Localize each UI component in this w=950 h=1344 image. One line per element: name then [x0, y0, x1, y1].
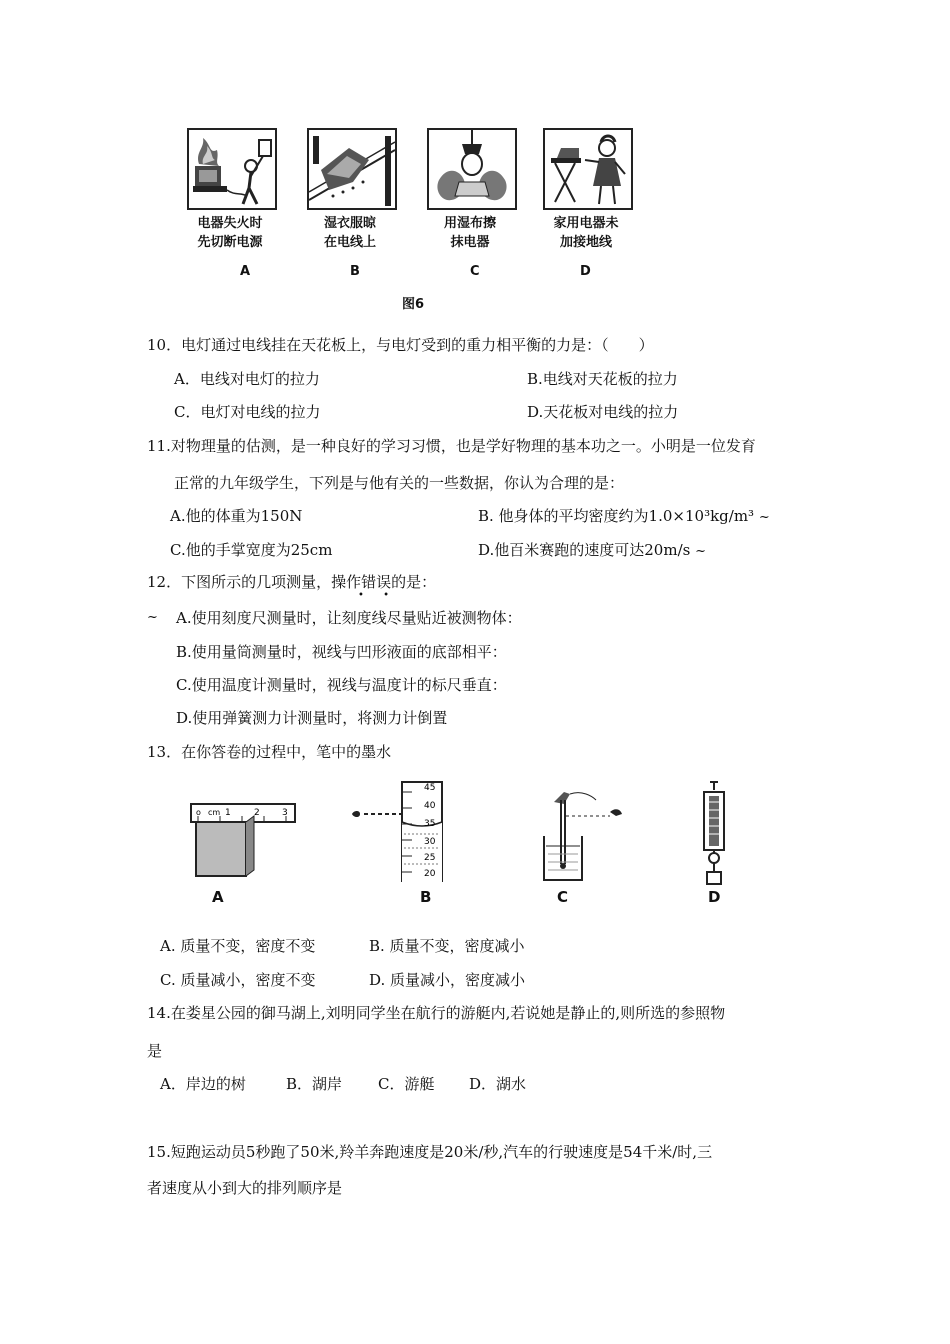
figure6-caption: 图6: [402, 297, 425, 312]
q14-stem-line2: 是: [147, 1042, 163, 1060]
figure6-label-b: B: [350, 264, 360, 279]
grounding-picture: [543, 128, 633, 210]
figure6-caption-a: 电器失火时 先切断电源: [197, 216, 263, 250]
cylinder-label-25: 25: [424, 853, 436, 863]
q13-option-d: D. 质量减小，密度减小: [369, 971, 526, 989]
fire-safety-picture: [187, 128, 277, 210]
q10-stem: 10．电灯通过电线挂在天花板上，与电灯受到的重力相平衡的力是：（ ）: [147, 336, 654, 354]
q14-option-b: B．湖岸: [286, 1075, 343, 1093]
curl-mark-icon: ~: [758, 510, 770, 525]
ruler-label-unit: cm: [208, 808, 221, 817]
q13-option-c: C. 质量减小，密度不变: [160, 971, 316, 989]
q11-option-d: D.他百米赛跑的速度可达20m/s ~: [478, 541, 707, 559]
q10-option-c: C．电灯对电线的拉力: [174, 403, 321, 421]
cylinder-label-35: 35: [424, 819, 436, 829]
q11-stem-line2: 正常的九年级学生，下列是与他有关的一些数据，你认为合理的是：: [174, 474, 625, 492]
cylinder-label-20: 20: [424, 869, 436, 879]
q14-option-c: C．游艇: [378, 1075, 435, 1093]
q10-option-b: B.电线对天花板的拉力: [527, 370, 678, 388]
spring-scale-diagram: [690, 778, 740, 890]
measure-label-a: A: [212, 888, 224, 906]
wet-cloth-wipe-picture: [427, 128, 517, 210]
cylinder-label-40: 40: [424, 801, 436, 811]
figure6-label-d: D: [580, 264, 591, 279]
ruler-label-0: o: [196, 808, 201, 817]
figure6-label-c: C: [470, 264, 480, 279]
q12-option-b: B.使用量筒测量时，视线与凹形液面的底部相平：: [176, 643, 507, 661]
wet-clothes-picture: [307, 128, 397, 210]
q13-option-a: A. 质量不变，密度不变: [160, 937, 316, 955]
measure-label-b: B: [420, 888, 432, 906]
ruler-label-3: 3: [282, 808, 288, 818]
cylinder-diagram: [340, 778, 460, 882]
q11-option-c: C.他的手掌宽度为25cm: [170, 541, 333, 559]
ruler-label-1: 1: [225, 808, 231, 818]
q10-option-a: A．电线对电灯的拉力: [174, 370, 320, 388]
q12-option-a: A.使用刻度尺测量时，让刻度线尽量贴近被测物体：: [176, 609, 522, 627]
figure6-label-a: A: [240, 264, 251, 279]
thermometer-diagram: [530, 786, 630, 882]
q11-stem-line1: 11.对物理量的估测，是一种良好的学习习惯，也是学好物理的基本功之一。小明是一位发育: [147, 437, 756, 455]
figure6-caption-d: 家用电器未 加接地线: [553, 216, 619, 250]
q12-option-c: C.使用温度计测量时，视线与温度计的标尺垂直：: [176, 676, 507, 694]
ruler-diagram: [190, 800, 300, 880]
q15-stem-line2: 者速度从小到大的排列顺序是: [147, 1179, 343, 1197]
measure-label-c: C: [557, 888, 569, 906]
ruler-label-2: 2: [254, 808, 260, 818]
cylinder-label-45: 45: [424, 783, 436, 793]
figure6-caption-b: 湿衣服晾 在电线上: [323, 216, 376, 250]
curl-mark-icon: ~: [695, 544, 707, 559]
curl-mark-icon: ~: [147, 610, 158, 625]
emphasis-dots: • •: [358, 590, 397, 601]
q11-option-a: A.他的体重为150N: [170, 507, 303, 525]
q13-stem: 13．在你答卷的过程中，笔中的墨水: [147, 743, 392, 761]
measure-label-d: D: [708, 888, 721, 906]
q10-option-d: D.天花板对电线的拉力: [527, 403, 679, 421]
q13-option-b: B. 质量不变，密度减小: [369, 937, 525, 955]
q12-option-d: D.使用弹簧测力计测量时，将测力计倒置: [176, 709, 448, 727]
q14-option-a: A．岸边的树: [160, 1075, 246, 1093]
q14-stem-line1: 14.在娄星公园的御马湖上,刘明同学坐在航行的游艇内,若说她是静止的,则所选的参照物: [147, 1004, 726, 1022]
q11-option-b: B. 他身体的平均密度约为1.0×10³kg/m³ ~: [478, 507, 770, 525]
q14-option-d: D．湖水: [469, 1075, 527, 1093]
cylinder-label-30: 30: [424, 837, 436, 847]
q15-stem-line1: 15.短跑运动员5秒跑了50米,羚羊奔跑速度是20米/秒,汽车的行驶速度是54千米/时,三: [147, 1143, 713, 1161]
figure6-caption-c: 用湿布擦 抹电器: [443, 216, 496, 250]
q12-stem: 12．下图所示的几项测量，操作错误的是：: [147, 573, 437, 591]
